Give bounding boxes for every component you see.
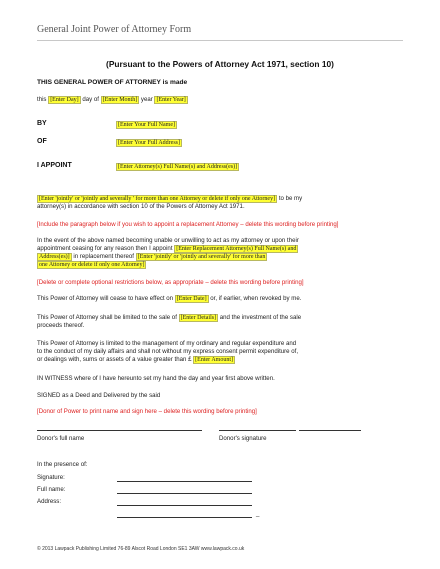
replacement-instruction: [Include the paragraph below if you wish to appoint a replacement Attorney – delete this wording before printing] (37, 221, 339, 228)
witness-address-label: Address: (37, 498, 62, 505)
document-title: General Joint Power of Attorney Form (37, 24, 192, 35)
management-line-c (37, 356, 235, 364)
appoint-label: I APPOINT (37, 162, 72, 169)
intro-heading: THIS GENERAL POWER OF ATTORNEY is made (37, 79, 188, 86)
enter-details-field[interactable]: [Enter Details] (180, 315, 217, 321)
cease-text-b: or, if earlier, when revoked by me. (210, 295, 302, 302)
sale-text-c: proceeds thereof. (37, 322, 85, 329)
sale-limit-line (37, 314, 301, 322)
this-text: this (37, 96, 47, 103)
presence-heading: In the presence of: (37, 461, 88, 468)
donor-signature-line-a[interactable] (219, 430, 296, 431)
replacement-attorney-field-1[interactable]: [Enter Replacement Attorney(s) Full Name(s) and (176, 246, 297, 252)
restrictions-instruction: [Delete or complete optional restrictions below, as appropriate – delete this wording before printing] (37, 279, 304, 286)
donor-instruction: [Donor of Power to print name and sign here – delete this wording before printing] (37, 408, 257, 415)
cease-text-a: This Power of Attorney will cease to have effect on (37, 295, 174, 302)
enter-full-address-field[interactable]: [Enter Your Full Address] (118, 140, 181, 146)
witness-signature-line[interactable] (117, 481, 252, 482)
by-label: BY (37, 120, 47, 127)
enter-day-field[interactable]: [Enter Day] (50, 97, 79, 103)
replacement-text-1: In the event of the above named becoming unable or unwilling to act as my attorney or upon their (37, 237, 299, 244)
attorney-paragraph (37, 195, 407, 203)
donor-full-name-label: Donor's full name (37, 435, 85, 442)
jointly-severally-field[interactable]: [Enter 'jointly' or 'jointly and severally ' for more than one Attorney or delete if only one Attorney] (39, 196, 276, 202)
replacement-line-2 (37, 245, 298, 253)
title-divider (37, 40, 403, 41)
enter-amount-field[interactable]: [Enter Amount] (195, 357, 233, 363)
enter-year-field[interactable]: [Enter Year] (156, 97, 186, 103)
witness-full-name-line[interactable] (117, 493, 252, 494)
attorney-para-text-b: attorney(s) in accordance with section 10 of the Powers of Attorney Act 1971. (37, 203, 245, 210)
sale-text-a: This Power of Attorney shall be limited to the sale of (37, 314, 177, 321)
footer-copyright: © 2013 Lawpack Publishing Limited 76-89 Alscot Road London SE1 3AW www.lawpack.co.uk (37, 546, 245, 552)
donor-name-line[interactable] (37, 430, 202, 431)
intro-date-line (37, 96, 188, 104)
donor-signature-line-b[interactable] (299, 430, 361, 431)
replacement-jointly-field-2[interactable]: one Attorney or delete if only one Attorney] (39, 262, 145, 268)
replacement-jointly-field-1[interactable]: [Enter 'jointly' or 'jointly and severally' for more than (137, 254, 266, 260)
trailing-dash: _ (256, 510, 260, 517)
enter-month-field[interactable]: [Enter Month] (102, 97, 138, 103)
replacement-text-2: appointment ceasing for any reason then I appoint (37, 245, 173, 252)
day-of-text: day of (82, 96, 99, 103)
enter-full-name-field[interactable]: [Enter Your Full Name] (118, 122, 175, 128)
witness-full-name-label: Full name: (37, 486, 66, 493)
attorney-para-text-a: to be my (278, 195, 303, 202)
sale-text-b: and the investment of the sale (219, 314, 302, 321)
witness-address-line-1[interactable] (117, 505, 252, 506)
witness-text: IN WITNESS where of I have hereunto set my hand the day and year first above written. (37, 375, 275, 382)
replacement-line-3 (37, 253, 267, 261)
replacement-text-3: in replacement thereof (73, 253, 134, 260)
witness-signature-label: Signature: (37, 474, 65, 481)
donor-signature-label: Donor's signature (219, 435, 267, 442)
signed-text: SIGNED as a Deed and Delivered by the said (37, 392, 161, 399)
management-text-a: This Power of Attorney is limited to the management of my ordinary and regular expenditure and (37, 340, 297, 347)
management-text-b: to the conduct of my daily affairs and shall not without my express consent permit expenditure of, (37, 348, 299, 355)
cease-effect-line (37, 295, 301, 303)
replacement-attorney-field-2[interactable]: Address(es)] (39, 254, 70, 260)
year-text: year (140, 96, 153, 103)
enter-date-field[interactable]: [Enter Date] (176, 296, 207, 302)
of-label: OF (37, 138, 47, 145)
witness-address-line-2[interactable] (117, 517, 252, 518)
enter-attorneys-field[interactable]: [Enter Attorney(s) Full Name(s) and Address(es)] (118, 164, 238, 170)
management-text-c: or dealings with, sums or assets of a value greater than £ (37, 356, 192, 363)
document-subtitle: (Pursuant to the Powers of Attorney Act 1971, section 10) (106, 59, 334, 69)
